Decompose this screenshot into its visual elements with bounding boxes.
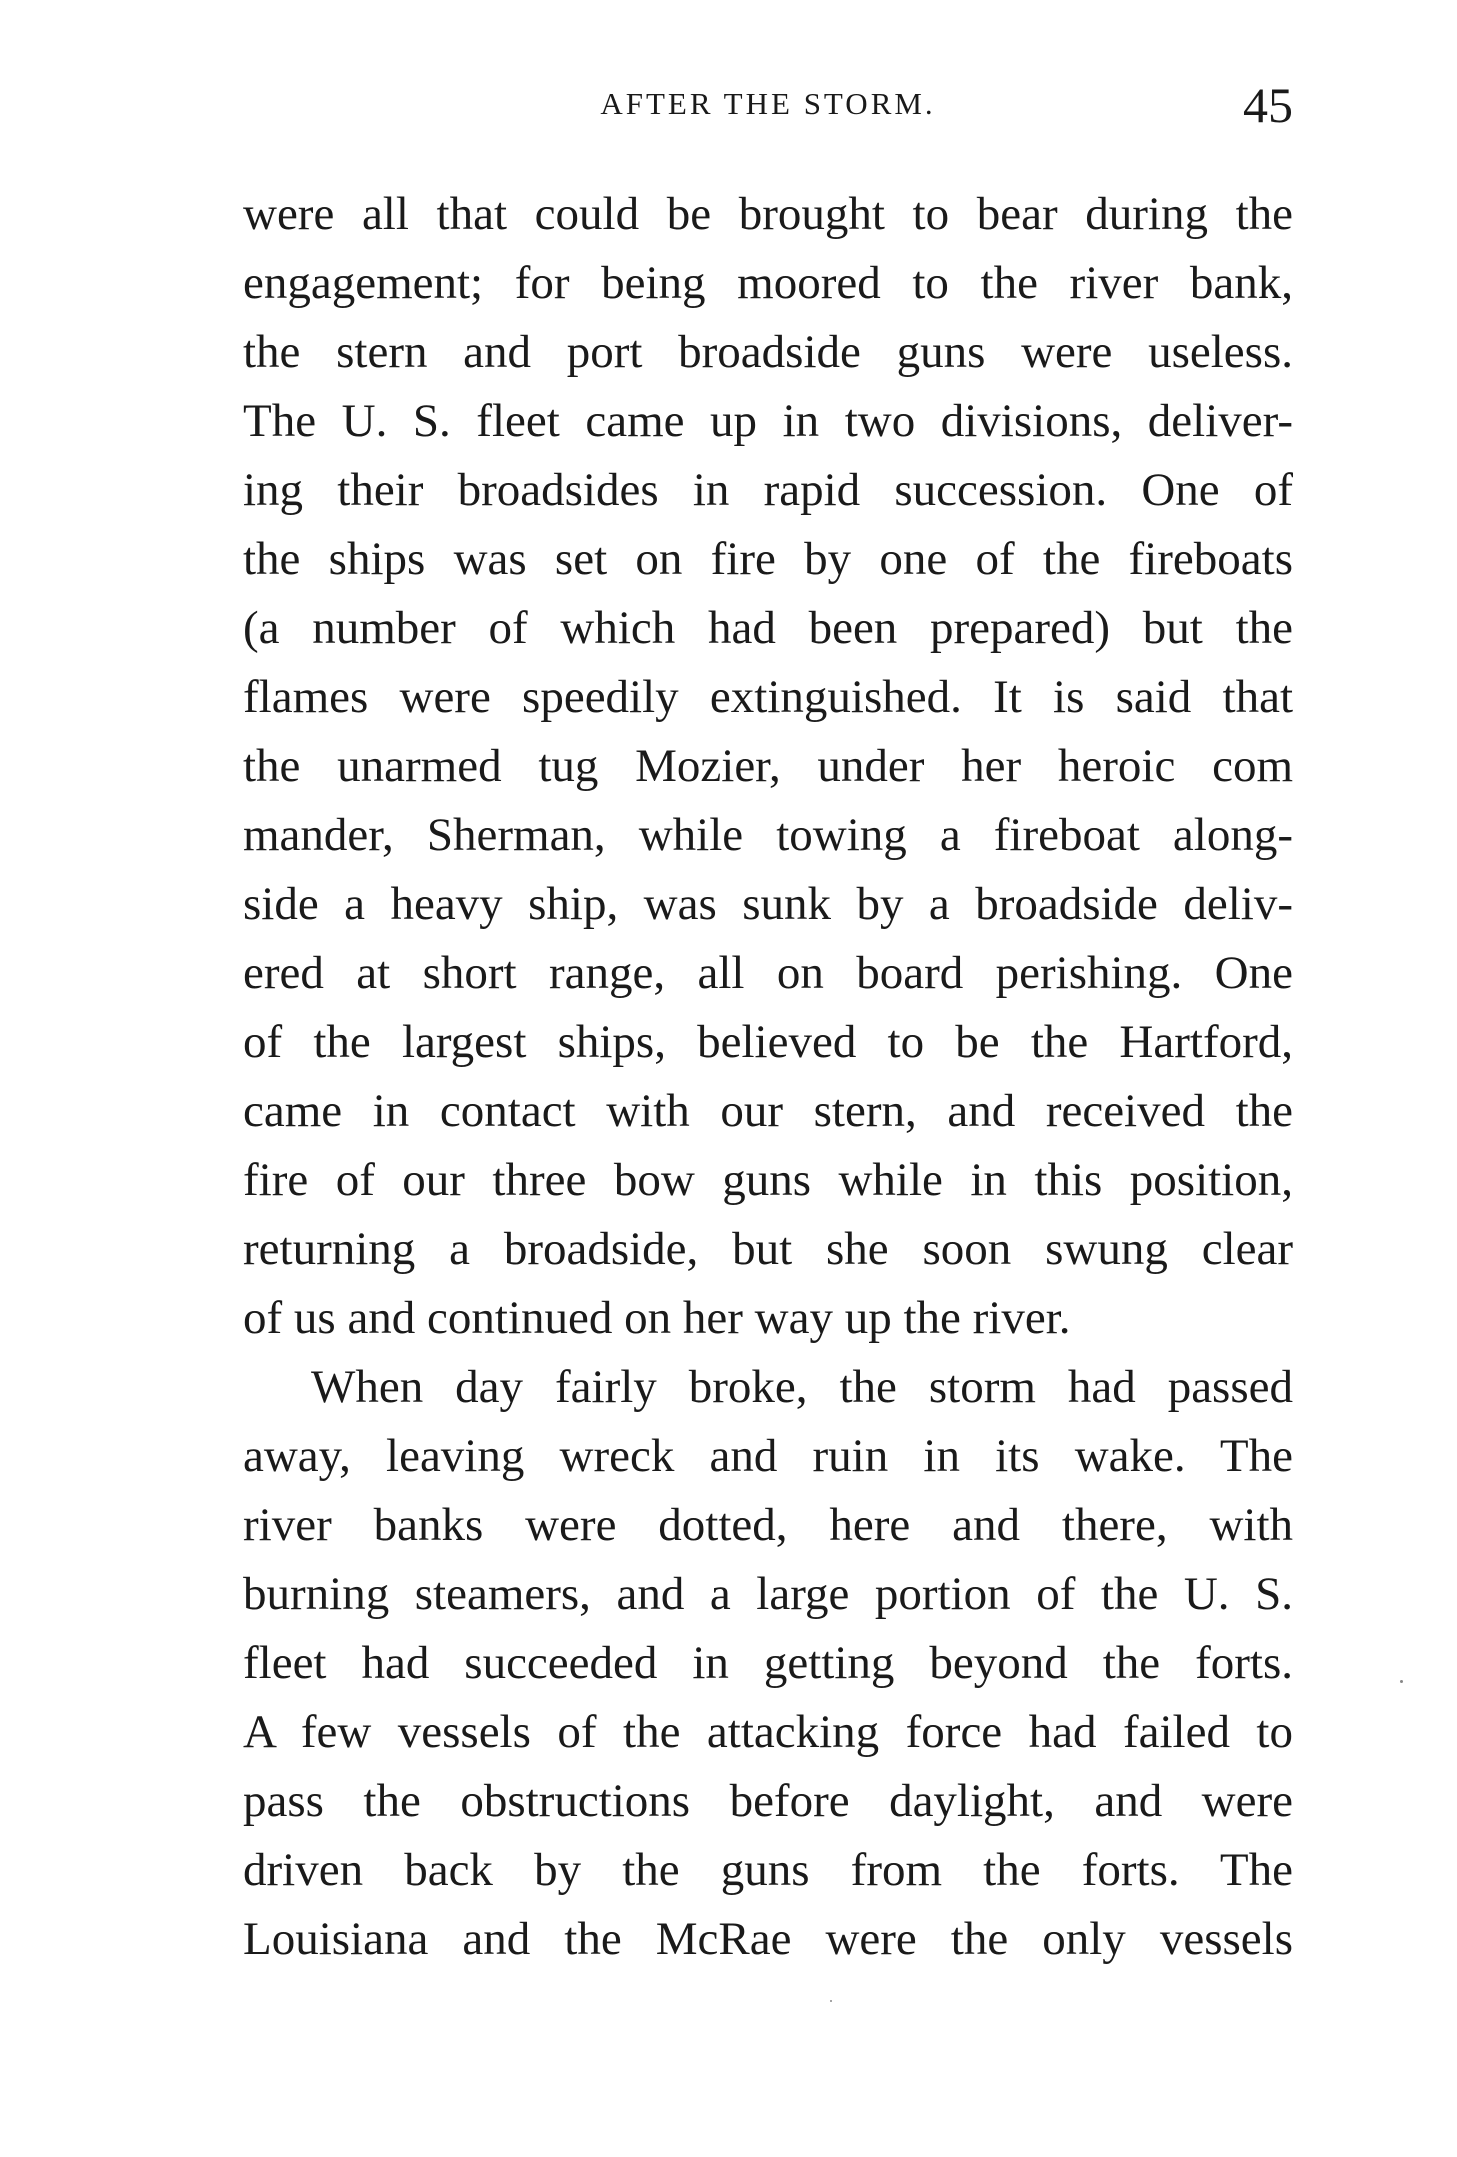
text-line: side a heavy ship, was sunk by a broadside deliv- [243,878,1293,930]
text-line: (a number of which had been prepared) but the [243,602,1293,654]
page-number: 45 [1243,77,1293,133]
paragraph [243,1353,1293,1974]
text-line: of us and continued on her way up the river. [243,1292,1071,1344]
text-line: driven back by the guns from the forts. The [243,1844,1293,1896]
text-line: returning a broadside, but she soon swung clear [243,1223,1293,1275]
paper-speck [830,2000,832,2002]
text-line: river banks were dotted, here and there, with [243,1499,1293,1551]
paper-speck [1400,1680,1403,1683]
text-line: Louisiana and the McRae were the only vessels [243,1913,1293,1965]
body-text [243,180,1293,1974]
text-line: ered at short range, all on board perishing. One [243,947,1293,999]
text-line: A few vessels of the attacking force had failed to [243,1706,1293,1758]
text-line: engagement; for being moored to the river bank, [243,257,1293,309]
text-line: burning steamers, and a large portion of the U. S. [243,1568,1293,1620]
text-line: When day fairly broke, the storm had passed [311,1361,1293,1413]
text-line: fleet had succeeded in getting beyond the forts. [243,1637,1293,1689]
text-line: the ships was set on fire by one of the fireboats [243,533,1293,585]
text-line: came in contact with our stern, and received the [243,1085,1293,1137]
text-line: fire of our three bow guns while in this position, [243,1154,1293,1206]
text-line: away, leaving wreck and ruin in its wake. The [243,1430,1293,1482]
text-line: pass the obstructions before daylight, and were [243,1775,1293,1827]
paragraph [243,180,1293,1353]
text-line: flames were speedily extinguished. It is said that [243,671,1293,723]
text-line: the unarmed tug Mozier, under her heroic com [243,740,1293,792]
text-line: mander, Sherman, while towing a fireboat along- [243,809,1293,861]
running-head [243,78,1293,148]
text-line: The U. S. fleet came up in two divisions, deliver- [243,395,1293,447]
text-line: were all that could be brought to bear during the [243,188,1293,240]
text-line: ing their broadsides in rapid succession. One of [243,464,1293,516]
text-line: of the largest ships, believed to be the Hartford, [243,1016,1293,1068]
running-title: AFTER THE STORM. [600,86,936,121]
text-line: the stern and port broadside guns were useless. [243,326,1293,378]
